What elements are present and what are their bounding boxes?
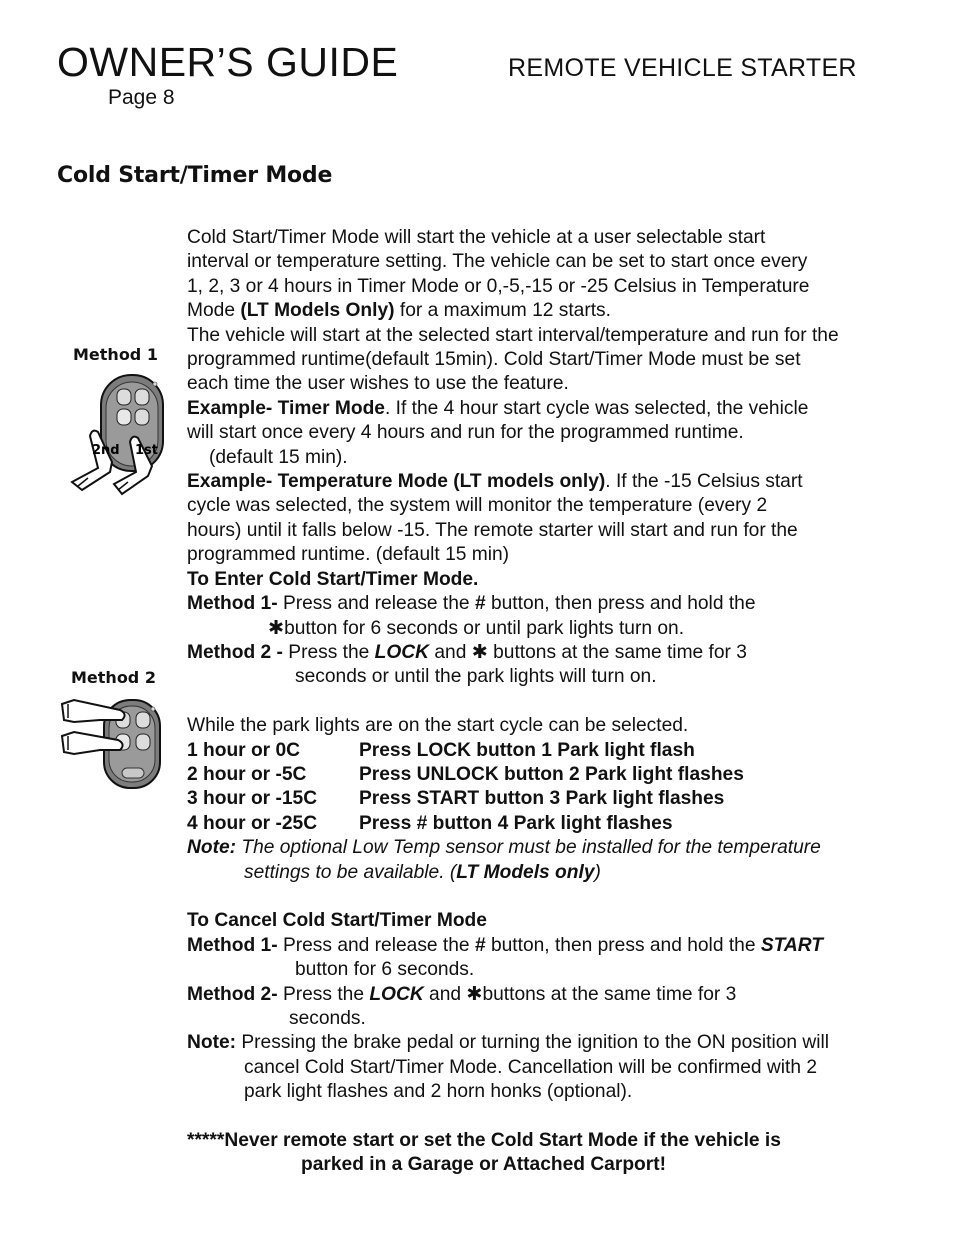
star-icon: ✱: [471, 641, 488, 663]
example-temp-line: programmed runtime. (default 15 min): [187, 544, 510, 566]
example-temp-line: hours) until it falls below -15. The remote starter will start and run for the: [187, 519, 798, 541]
finger-label-1st: 1st: [135, 443, 158, 458]
star-icon: ✱: [268, 617, 285, 639]
enter-method1-line: Method 1- Press and release the # button, then press and hold the: [187, 593, 756, 615]
example-temp-line: Example- Temperature Mode (LT models only). If the -15 Celsius start: [187, 471, 803, 493]
intro-line: programmed runtime(default 15min). Cold Start/Timer Mode must be set: [187, 349, 801, 371]
intro-line: 1, 2, 3 or 4 hours in Timer Mode or 0,-5,-15 or -25 Celsius in Temperature: [187, 275, 810, 297]
intro-line: Mode (LT Models Only) for a maximum 12 starts.: [187, 300, 611, 322]
note2-line: cancel Cold Start/Timer Mode. Cancellation will be confirmed with 2: [244, 1056, 818, 1078]
note2-line: Note: Pressing the brake pedal or turning the ignition to the ON position will: [187, 1032, 830, 1054]
page-title: OWNER’S GUIDE: [57, 39, 399, 85]
select-intro: While the park lights are on the start cycle can be selected.: [187, 715, 689, 737]
method1-figure-label: Method 1: [73, 345, 158, 364]
example-temp-line: cycle was selected, the system will monitor the temperature (every 2: [187, 495, 768, 517]
enter-method2-line: seconds or until the park lights will turn on.: [295, 666, 657, 688]
remote-method1-illustration: [68, 372, 168, 500]
intro-line: Cold Start/Timer Mode will start the vehicle at a user selectable start: [187, 227, 766, 248]
intro-line: each time the user wishes to use the feature.: [187, 373, 569, 395]
settings-row: 4 hour or -25C Press # button 4 Park light flashes: [187, 812, 673, 834]
settings-row: 3 hour or -15C Press START button 3 Park light flashes: [187, 788, 725, 810]
cancel-method2-line: Method 2- Press the LOCK and ✱buttons at the same time for 3: [187, 983, 737, 1005]
document-subtitle: REMOTE VEHICLE STARTER: [508, 54, 857, 82]
example-timer-line: will start once every 4 hours and run for the programmed runtime.: [187, 422, 744, 444]
enter-method1-line: ✱button for 6 seconds or until park lights turn on.: [268, 617, 685, 639]
cancel-method1-line: Method 1- Press and release the # button, then press and hold the START: [187, 934, 824, 956]
cancel-mode-heading: To Cancel Cold Start/Timer Mode: [187, 910, 487, 932]
star-icon: ✱: [466, 983, 483, 1005]
cancel-method1-line: button for 6 seconds.: [295, 959, 475, 981]
remote-method2-illustration: [60, 696, 164, 794]
enter-method2-line: Method 2 - Press the LOCK and ✱ buttons at the same time for 3: [187, 641, 747, 663]
page-number: Page 8: [108, 86, 175, 109]
note1-line: settings to be available. (LT Models only): [244, 861, 601, 883]
warning-line: parked in a Garage or Attached Carport!: [301, 1154, 667, 1176]
enter-mode-heading: To Enter Cold Start/Timer Mode.: [187, 568, 479, 590]
finger-label-2nd: 2nd: [92, 443, 120, 458]
example-timer-line: (default 15 min).: [209, 446, 348, 468]
main-body-text: [187, 226, 927, 1178]
intro-line: The vehicle will start at the selected start interval/temperature and run for the: [187, 324, 839, 346]
intro-line: interval or temperature setting. The vehicle can be set to start once every: [187, 251, 808, 273]
example-timer-line: Example- Timer Mode. If the 4 hour start cycle was selected, the vehicle: [187, 397, 809, 419]
cancel-method2-line: seconds.: [289, 1007, 366, 1029]
warning-line: *****Never remote start or set the Cold Start Mode if the vehicle is: [187, 1129, 781, 1151]
settings-row: 2 hour or -5C Press UNLOCK button 2 Park light flashes: [187, 763, 744, 785]
method2-figure-label: Method 2: [71, 668, 156, 687]
settings-row: 1 hour or 0C Press LOCK button 1 Park light flash: [187, 739, 695, 761]
note1-line: Note: The optional Low Temp sensor must be installed for the temperature: [187, 837, 821, 859]
note2-line: park light flashes and 2 horn honks (optional).: [244, 1081, 633, 1103]
section-heading: Cold Start/Timer Mode: [57, 163, 333, 188]
